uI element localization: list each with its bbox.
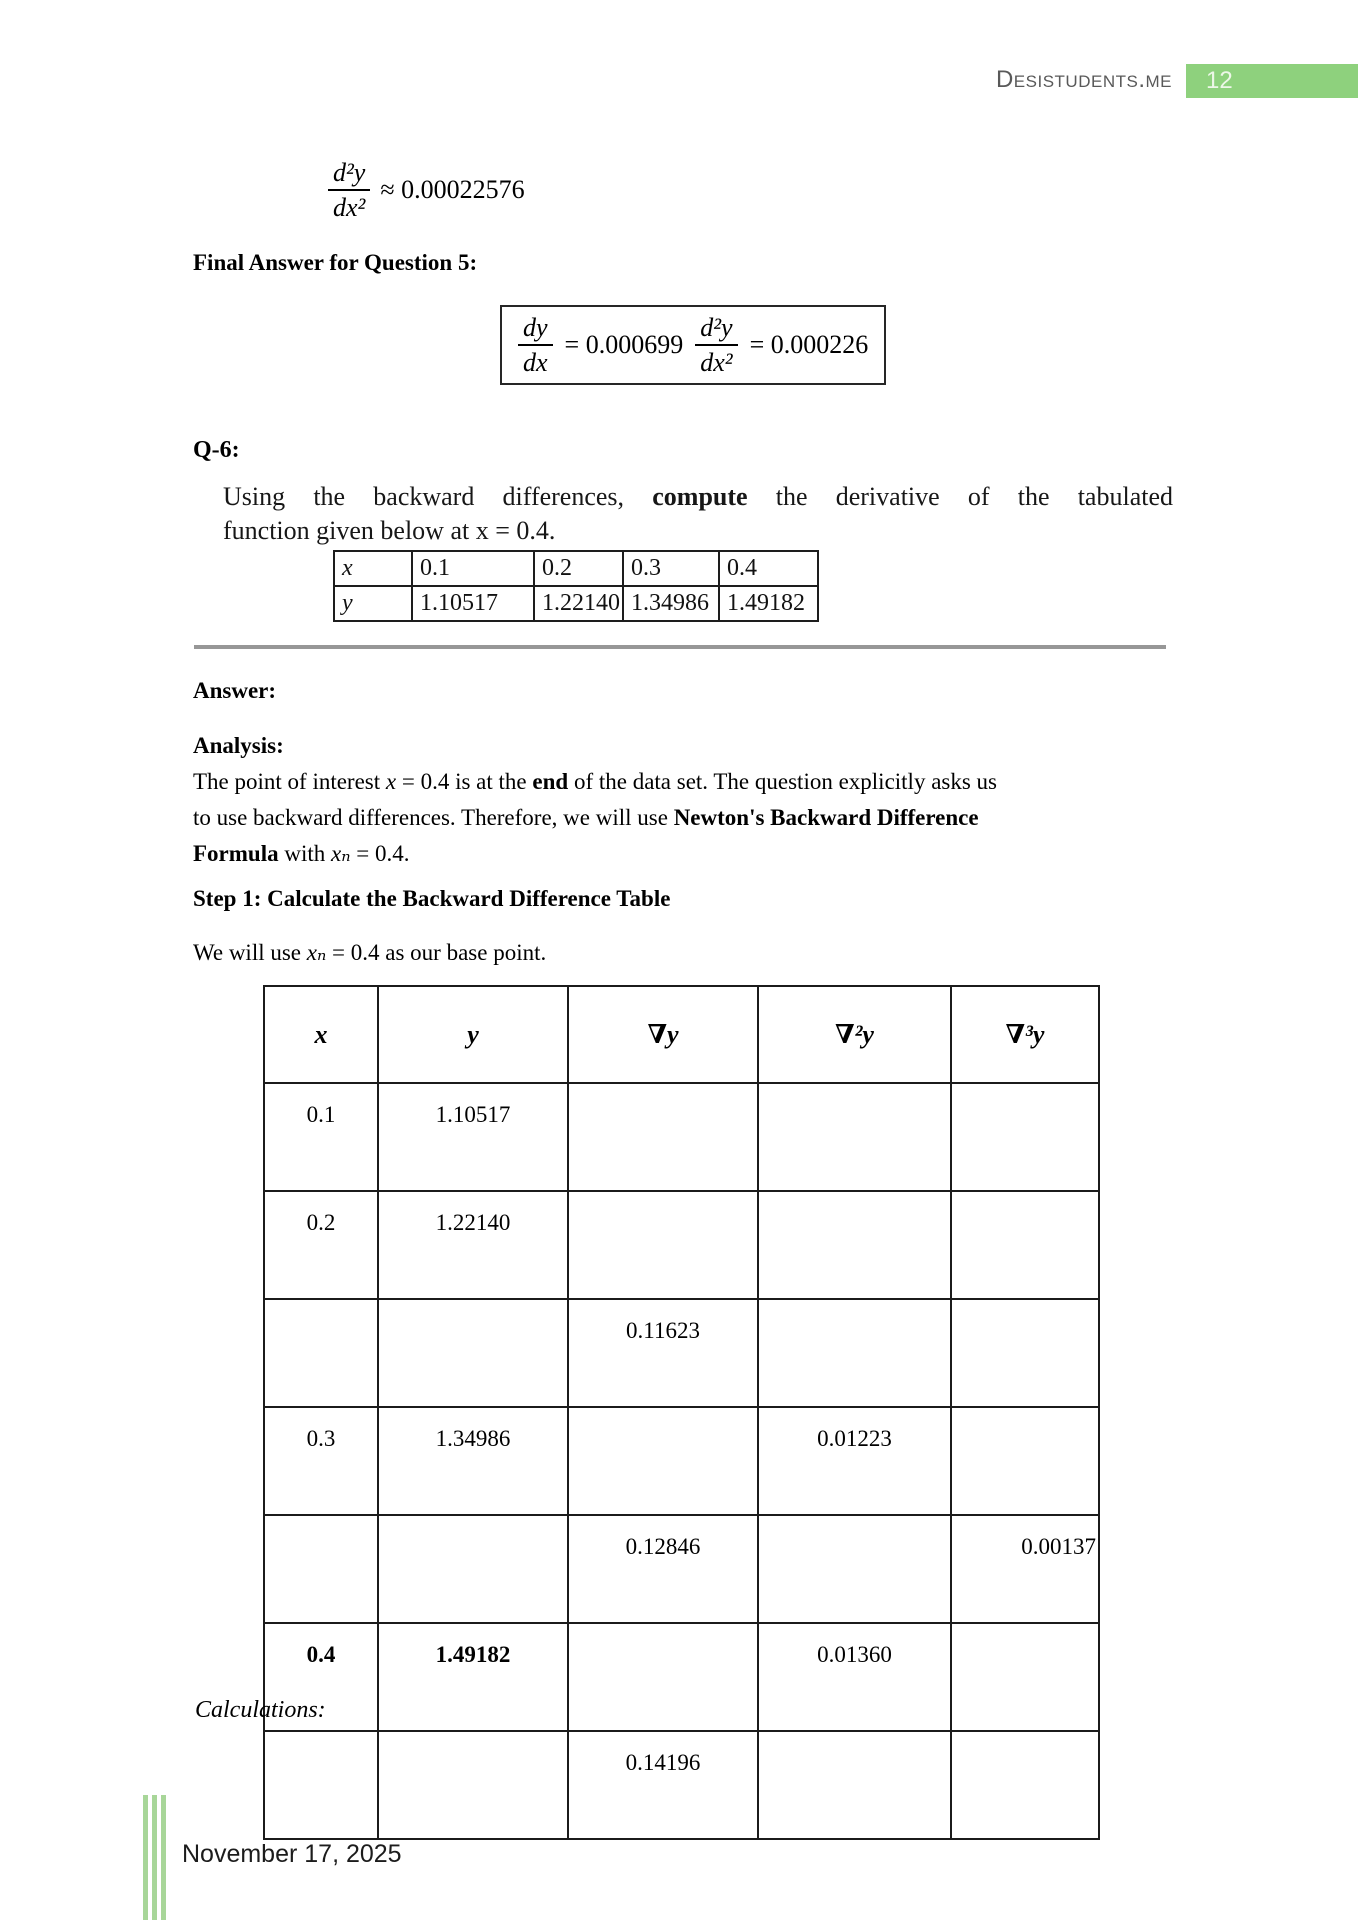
table-header-cell: x — [264, 986, 378, 1083]
table-cell — [758, 1191, 951, 1299]
table-cell — [568, 1623, 758, 1731]
text-segment-italic: x — [385, 769, 397, 794]
table-cell: 1.10517 — [378, 1083, 568, 1191]
fraction-numerator: dy — [518, 313, 553, 346]
accent-bar — [143, 1795, 148, 1920]
second-derivative-formula — [328, 158, 525, 222]
table-cell: 1.34986 — [378, 1407, 568, 1515]
final-answer-box — [500, 305, 886, 385]
table-row — [334, 586, 818, 621]
table-cell — [264, 1515, 378, 1623]
formula-result: = 0.000226 — [749, 330, 869, 360]
table-cell: 0.4 — [719, 551, 818, 586]
text-segment: the derivative of the tabulated — [747, 482, 1173, 511]
fraction-numerator: d²y — [328, 158, 370, 191]
text-segment-bold: Formula — [193, 841, 279, 866]
table-cell: 0.12846 — [568, 1515, 758, 1623]
fraction-denominator: dx² — [700, 348, 733, 378]
table-cell: x — [334, 551, 412, 586]
table-row — [264, 1623, 1099, 1731]
table-cell — [568, 1083, 758, 1191]
text-segment: The point of interest — [193, 769, 386, 794]
page-number: 12 — [1206, 67, 1233, 94]
answer-heading: Answer: — [193, 678, 277, 703]
fraction — [695, 313, 737, 377]
table-cell — [758, 1299, 951, 1407]
table-cell: 0.1 — [412, 551, 534, 586]
table-cell — [378, 1299, 568, 1407]
question-text — [223, 480, 1173, 548]
table-cell: y — [334, 586, 412, 621]
table-header-cell: ∇²y — [758, 986, 951, 1083]
text-segment-italic: xₙ — [306, 940, 327, 965]
table-cell: 0.2 — [534, 551, 623, 586]
table-header-cell: ∇³y — [951, 986, 1099, 1083]
table-cell: 0.1 — [264, 1083, 378, 1191]
table-cell — [951, 1731, 1099, 1839]
analysis-paragraph — [193, 764, 1193, 872]
text-segment: Using the backward differences, — [223, 482, 653, 511]
step1-heading: Step 1: Calculate the Backward Difference Table — [193, 886, 671, 911]
base-point-text — [193, 940, 546, 966]
text-segment: with — [278, 841, 331, 866]
table-cell: 1.22140 — [378, 1191, 568, 1299]
section-divider — [194, 645, 1166, 649]
accent-bar — [161, 1795, 166, 1920]
table-cell — [264, 1731, 378, 1839]
table-cell: 0.3 — [623, 551, 719, 586]
fraction-denominator: dx — [523, 348, 548, 378]
table-cell: 0.00137 — [951, 1515, 1099, 1623]
text-segment-bold: end — [532, 769, 569, 794]
table-cell — [378, 1515, 568, 1623]
question-data-table — [333, 550, 819, 622]
table-cell — [758, 1731, 951, 1839]
text-segment-bold: Newton's Backward Difference — [673, 805, 979, 830]
analysis-line-2 — [193, 800, 1193, 836]
q6-heading: Q-6: — [193, 437, 240, 463]
table-cell: 0.01360 — [758, 1623, 951, 1731]
question-line-1 — [223, 480, 1173, 514]
text-segment: = 0.4 as our base point. — [326, 940, 547, 965]
table-cell — [951, 1407, 1099, 1515]
footer-date: November 17, 2025 — [182, 1840, 402, 1868]
fraction — [518, 313, 553, 377]
text-segment: = 0.4 is at the — [396, 769, 533, 794]
table-cell: 1.49182 — [378, 1623, 568, 1731]
table-cell: 0.01223 — [758, 1407, 951, 1515]
table-cell — [951, 1191, 1099, 1299]
fraction-numerator: d²y — [695, 313, 737, 346]
table-header-cell: ∇y — [568, 986, 758, 1083]
fraction — [328, 158, 370, 222]
table-row — [264, 1083, 1099, 1191]
table-row — [264, 1515, 1099, 1623]
analysis-heading: Analysis: — [193, 733, 284, 758]
table-row — [264, 1191, 1099, 1299]
calculations-label: Calculations: — [195, 1697, 326, 1723]
analysis-line-1 — [193, 764, 1193, 800]
table-cell — [568, 1407, 758, 1515]
table-cell — [951, 1083, 1099, 1191]
difference-table — [263, 985, 1100, 1840]
table-cell — [951, 1623, 1099, 1731]
table-cell — [264, 1299, 378, 1407]
text-segment-bold: compute — [652, 482, 748, 511]
accent-bar — [152, 1795, 157, 1920]
text-segment-italic: xₙ — [331, 841, 351, 866]
table-cell: 0.3 — [264, 1407, 378, 1515]
table-cell: 1.10517 — [412, 586, 534, 621]
table-row — [264, 1731, 1099, 1839]
table-cell: 0.2 — [264, 1191, 378, 1299]
text-segment: of the data set. The question explicitly asks us — [568, 769, 998, 794]
text-segment: to use backward differences. Therefore, we will use — [193, 805, 674, 830]
table-cell — [378, 1731, 568, 1839]
page-number-badge — [1186, 64, 1358, 98]
table-cell: 1.22140 — [534, 586, 623, 621]
analysis-line-3 — [193, 836, 1193, 872]
table-header-cell: y — [378, 986, 568, 1083]
table-cell — [758, 1083, 951, 1191]
table-row — [264, 1407, 1099, 1515]
table-cell — [758, 1515, 951, 1623]
table-cell — [951, 1299, 1099, 1407]
table-row — [264, 1299, 1099, 1407]
table-cell: 0.14196 — [568, 1731, 758, 1839]
table-cell: 1.49182 — [719, 586, 818, 621]
final-answer-heading: Final Answer for Question 5: — [193, 250, 478, 275]
formula-result: = 0.000699 — [564, 330, 684, 360]
formula-result: ≈ 0.00022576 — [380, 175, 525, 205]
table-cell: 0.11623 — [568, 1299, 758, 1407]
table-header-row — [264, 986, 1099, 1083]
question-line-2: function given below at x = 0.4. — [223, 516, 556, 545]
header-site-label: Desistudents.me — [995, 66, 1172, 93]
table-cell — [568, 1191, 758, 1299]
text-segment: = 0.4. — [350, 841, 410, 866]
footer-accent-bars — [143, 1795, 166, 1920]
table-cell: 0.4 — [264, 1623, 378, 1731]
table-row — [334, 551, 818, 586]
fraction-denominator: dx² — [333, 193, 366, 223]
text-segment: We will use — [193, 940, 307, 965]
table-cell: 1.34986 — [623, 586, 719, 621]
